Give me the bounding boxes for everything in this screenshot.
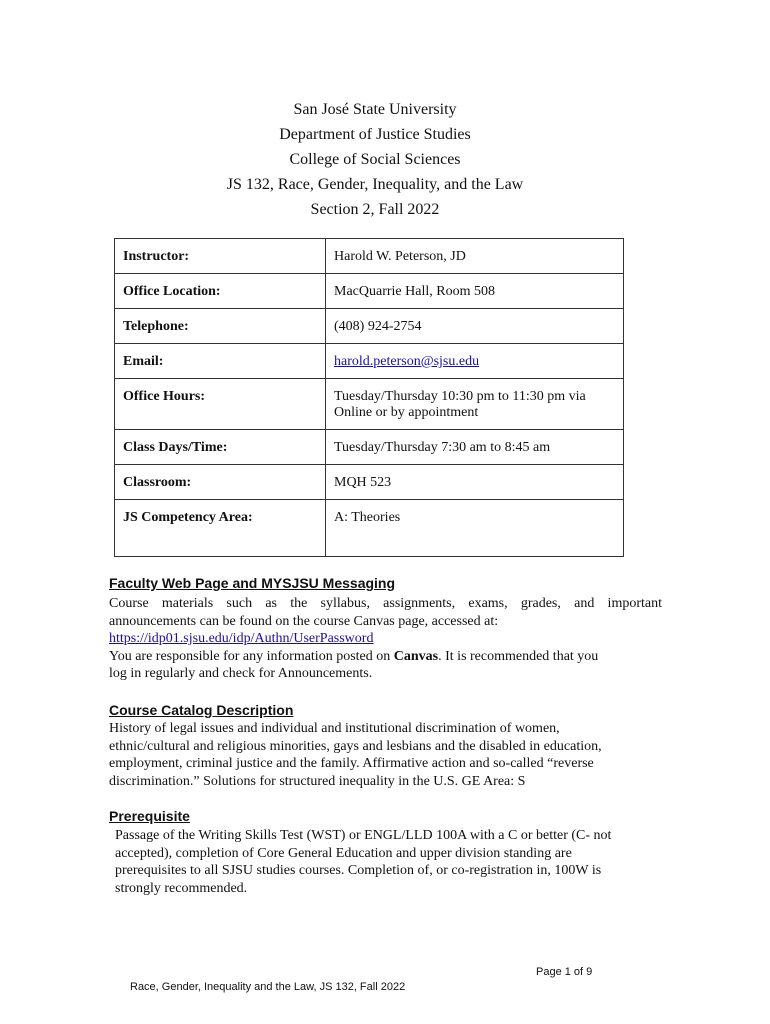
- department-name: Department of Justice Studies: [279, 126, 471, 143]
- table-row: [115, 344, 624, 379]
- instructor-value: Harold W. Peterson, JD: [326, 239, 624, 274]
- prereq-line4: strongly recommended.: [115, 880, 248, 896]
- office-hours-line1: Tuesday/Thursday 10:30 pm to 11:30 pm via: [334, 389, 586, 404]
- table-row: [115, 430, 624, 465]
- table-row: [115, 239, 624, 274]
- office-hours-line2: Online or by appointment: [334, 405, 479, 420]
- section-term: Section 2, Fall 2022: [310, 201, 440, 218]
- email-cell: [326, 344, 624, 379]
- catalog-line2: ethnic/cultural and religious minorities, gays and lesbians and the disabled in education,: [109, 738, 602, 754]
- catalog-line1: History of legal issues and individual and institutional discrimination of women,: [109, 721, 560, 736]
- page-number: Page 1 of 9: [536, 966, 593, 978]
- prereq-paragraph: [115, 827, 668, 897]
- canvas-bold-text: Canvas: [393, 648, 439, 664]
- faculty-line1: Course materials such as the syllabus, assignments, exams, grades, and important: [109, 596, 662, 611]
- canvas-login-link[interactable]: https://idp01.sjsu.edu/idp/Authn/UserPassword: [109, 631, 374, 646]
- office-location-value: MacQuarrie Hall, Room 508: [326, 274, 624, 309]
- table-row: [115, 274, 624, 309]
- faculty-line3-post: . It is recommended that you: [438, 648, 599, 664]
- footer-title: Race, Gender, Inequality and the Law, JS 132, Fall 2022: [130, 981, 406, 993]
- faculty-line3-pre: You are responsible for any information posted on: [109, 648, 394, 664]
- university-name: San José State University: [293, 101, 457, 118]
- catalog-heading: Course Catalog Description: [109, 702, 294, 718]
- classroom-label: Classroom:: [115, 465, 326, 500]
- prereq-line3: prerequisites to all SJSU studies courses. Completion of, or co-registration in, 100W is: [115, 863, 602, 878]
- table-row: [115, 465, 624, 500]
- telephone-value: (408) 924-2754: [326, 309, 624, 344]
- competency-label: JS Competency Area:: [115, 500, 326, 557]
- faculty-heading: Faculty Web Page and MYSJSU Messaging: [109, 575, 396, 591]
- instructor-label: Instructor:: [115, 239, 326, 274]
- office-hours-label: Office Hours:: [115, 379, 326, 430]
- faculty-line2: announcements can be found on the course Canvas page, accessed at:: [109, 613, 499, 629]
- class-days-label: Class Days/Time:: [115, 430, 326, 465]
- college-name: College of Social Sciences: [289, 151, 461, 168]
- document-header: [0, 97, 770, 222]
- telephone-label: Telephone:: [115, 309, 326, 344]
- competency-value: A: Theories: [326, 500, 624, 557]
- faculty-line4: log in regularly and check for Announcements.: [109, 666, 373, 681]
- classroom-value: MQH 523: [326, 465, 624, 500]
- table-row: [115, 500, 624, 557]
- office-location-label: Office Location:: [115, 274, 326, 309]
- course-title: JS 132, Race, Gender, Inequality, and the Law: [226, 176, 524, 193]
- catalog-line4: discrimination.” Solutions for structured inequality in the U.S. GE Area: S: [109, 773, 526, 789]
- class-days-value: Tuesday/Thursday 7:30 am to 8:45 am: [326, 430, 624, 465]
- email-label: Email:: [115, 344, 326, 379]
- catalog-line3: employment, criminal justice and the family. Affirmative action and so-called “reverse: [109, 756, 594, 771]
- table-row: [115, 309, 624, 344]
- prereq-line1: Passage of the Writing Skills Test (WST) or ENGL/LLD 100A with a C or better (C- not: [115, 828, 612, 843]
- faculty-paragraph: [109, 595, 662, 683]
- course-info-table: [114, 238, 624, 557]
- catalog-paragraph: [109, 720, 662, 790]
- office-hours-cell: [326, 379, 624, 430]
- prereq-heading: Prerequisite: [109, 808, 190, 824]
- prereq-line2: accepted), completion of Core General Education and upper division standing are: [115, 845, 572, 861]
- faculty-line3: [109, 648, 662, 666]
- table-row: [115, 379, 624, 430]
- email-link[interactable]: harold.peterson@sjsu.edu: [334, 354, 480, 369]
